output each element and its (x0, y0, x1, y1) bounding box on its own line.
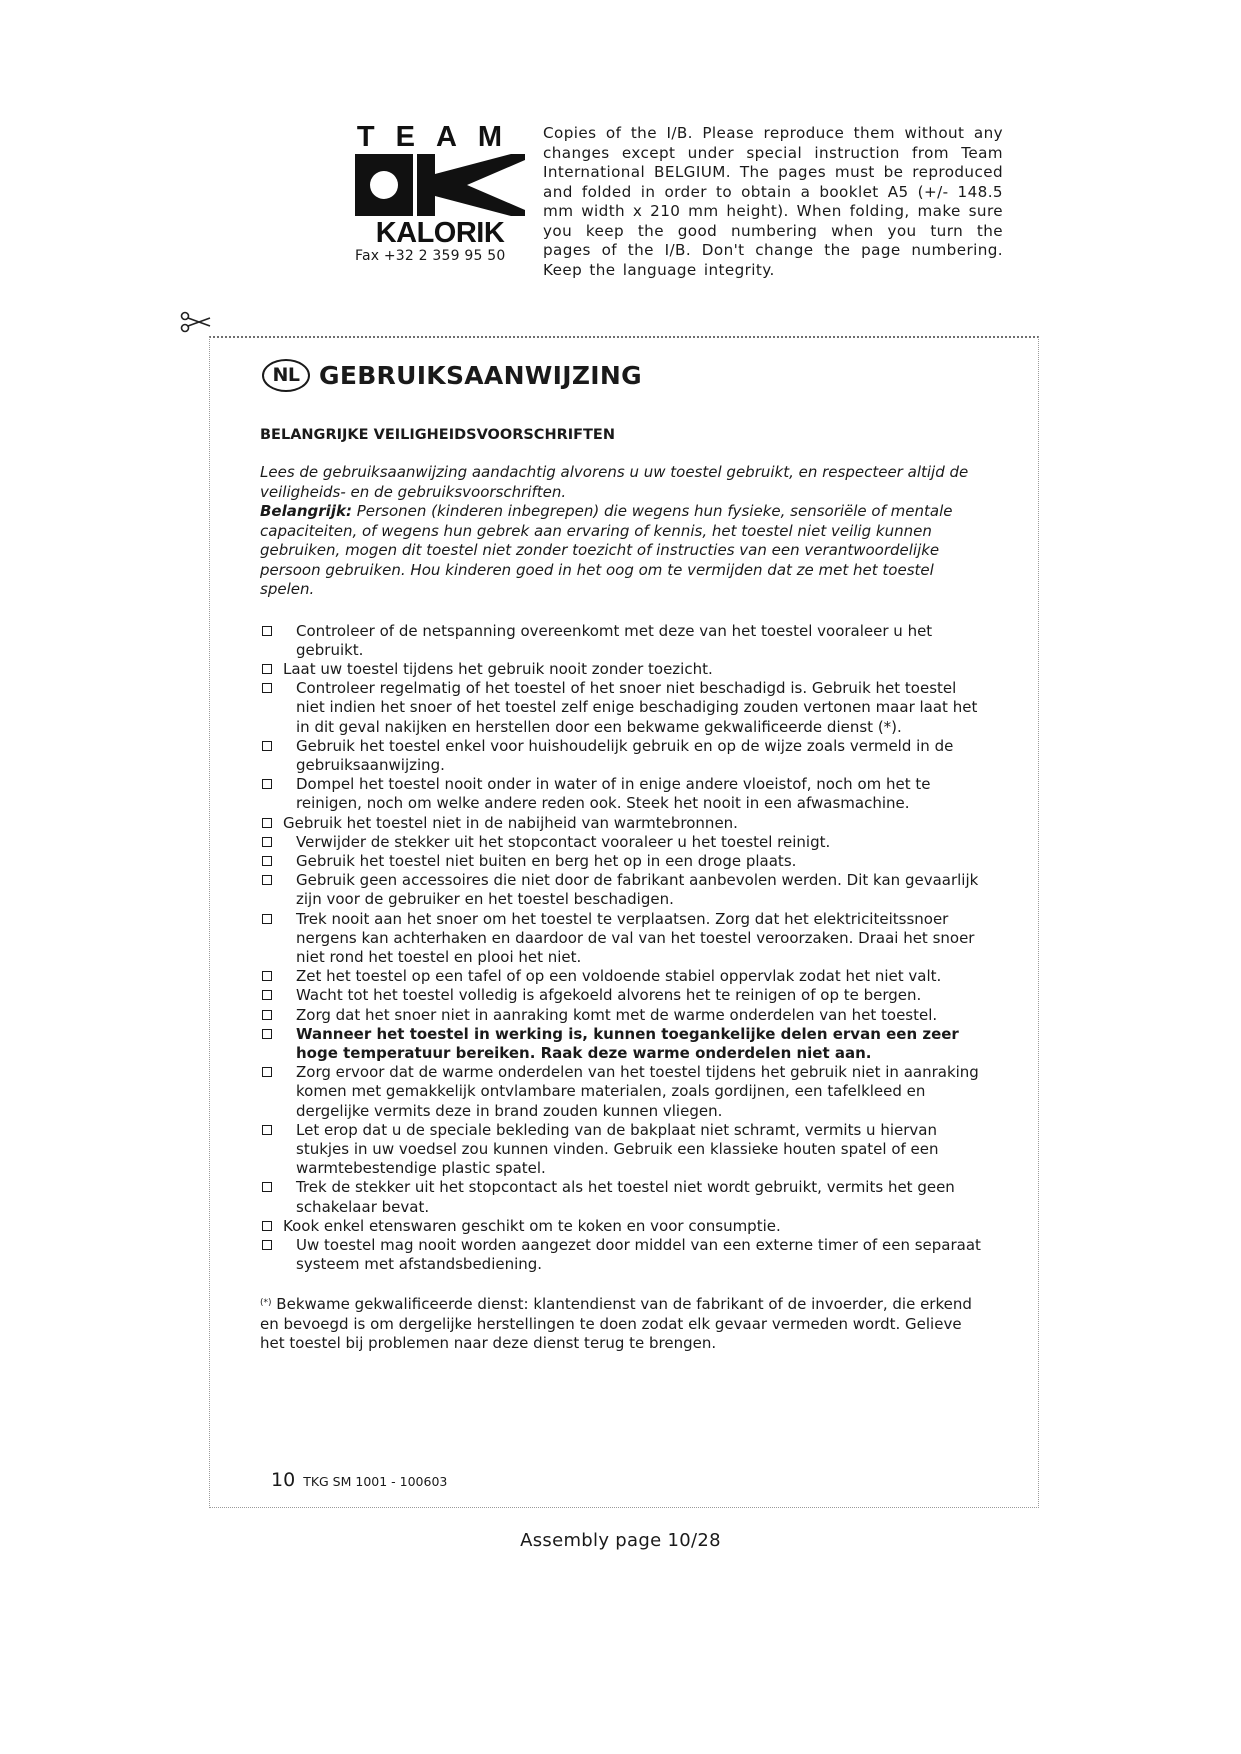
instruction-text: Gebruik het toestel niet buiten en berg het op in een droge plaats. (296, 851, 797, 870)
instruction-text: Wanneer het toestel in werking is, kunnen toegankelijke delen ervan een zeer hoge temperatuur bereiken. Raak deze warme onderdelen niet aan. (296, 1024, 959, 1062)
instruction-item (260, 1006, 988, 1025)
checkbox-icon (262, 683, 272, 693)
instruction-text: Gebruik geen accessoires die niet door de fabrikant aanbevolen werden. Dit kan gevaarlijk zijn voor de gebruiker en het toestel beschadigen. (296, 871, 979, 909)
checkbox-icon (262, 875, 272, 885)
instruction-text: Gebruik het toestel niet in de nabijheid van warmtebronnen. (283, 813, 738, 832)
manual-title-text: GEBRUIKSAANWIJZING (319, 360, 642, 390)
checkbox-icon (262, 971, 272, 981)
scissors-icon (180, 311, 214, 333)
instruction-text: Kook enkel etenswaren geschikt om te koken en voor consumptie. (283, 1216, 781, 1235)
checkbox-icon (262, 1182, 272, 1192)
instruction-item (260, 1236, 988, 1274)
logo-brand: KALORIK (375, 217, 505, 244)
important-text: Personen (kinderen inbegrepen) die wegens hun fysieke, sensoriële of mentale capaciteiten, of wegens hun gebrek aan ervaring of kennis, het toestel niet veilig kunnen gebruiken, mogen dit toestel niet zonder toezicht of instructies van een verantwoordelijke persoon gebruiken. Hou kinderen goed in het oog om te vermijden dat ze met het toestel spelen. (260, 502, 953, 598)
team-kalorik-logo (355, 122, 525, 267)
page-number: 10 (271, 1469, 296, 1491)
instruction-item (260, 1025, 988, 1063)
checkbox-icon (262, 779, 272, 789)
checkbox-icon (262, 664, 272, 674)
instruction-item (260, 1217, 988, 1236)
instruction-item (260, 910, 988, 968)
instruction-text: Zet het toestel op een tafel of op een voldoende stabiel oppervlak zodat het niet valt. (296, 967, 942, 986)
page-footer (271, 1469, 447, 1491)
instruction-item (260, 1063, 988, 1121)
instruction-item (260, 986, 988, 1005)
important-label: Belangrijk: (260, 502, 352, 520)
instruction-text: Dompel het toestel nooit onder in water of in enige andere vloeistof, noch om het te reinigen, noch om welke andere reden ook. Steek het nooit in een afwasmachine. (296, 775, 931, 813)
checkbox-icon (262, 741, 272, 751)
checkbox-icon (262, 1029, 272, 1039)
instruction-text: Controleer regelmatig of het toestel of het snoer niet beschadigd is. Gebruik het toestel niet indien het snoer of het toestel zelf enige beschadiging zouden vertonen maar laat het in dit geval nakijken en herstellen door een bekwame gekwalificeerde dienst (*). (296, 679, 978, 736)
instruction-item (260, 775, 988, 813)
checkbox-icon (262, 1221, 272, 1231)
assembly-page-label: Assembly page 10/28 (520, 1530, 721, 1551)
document-header (355, 122, 1005, 282)
checkbox-icon (262, 1240, 272, 1250)
instruction-text: Controleer of de netspanning overeenkomt met deze van het toestel vooraleer u het gebruikt. (296, 621, 933, 659)
instruction-text: Wacht tot het toestel volledig is afgekoeld alvorens het te reinigen of op te bergen. (296, 986, 922, 1005)
instruction-item (260, 679, 988, 737)
checkbox-icon (262, 914, 272, 924)
instruction-text: Zorg ervoor dat de warme onderdelen van het toestel tijdens het gebruik niet in aanraking komen met gemakkelijk ontvlambare materialen, zoals gordijnen, een tafelkleed en dergelijke vermits deze in brand zouden kunnen vliegen. (296, 1063, 979, 1120)
footnote (260, 1294, 988, 1354)
manual-content (260, 427, 988, 1354)
instruction-item (260, 737, 988, 775)
important-paragraph (260, 502, 988, 600)
fax-number: Fax +32 2 359 95 50 (355, 248, 506, 264)
instruction-text: Gebruik het toestel enkel voor huishoudelijk gebruik en op de wijze zoals vermeld in de gebruiksaanwijzing. (296, 736, 954, 774)
instruction-item (260, 852, 988, 871)
language-badge: NL (262, 359, 310, 392)
section-heading: BELANGRIJKE VEILIGHEIDSVOORSCHRIFTEN (260, 427, 615, 443)
instruction-item (260, 833, 988, 852)
instruction-text: Let erop dat u de speciale bekleding van de bakplaat niet schramt, vermits u hiervan stukjes in uw voedsel zou kunnen vinden. Gebruik een klassieke houten spatel of een warmtebestendige plastic spatel. (296, 1120, 939, 1178)
checkbox-icon (262, 818, 272, 828)
checkbox-icon (262, 1125, 272, 1135)
checkbox-icon (262, 837, 272, 847)
reproduction-notice: Copies of the I/B. Please reproduce them without any changes except under special instruction from Team International BELGIUM. The pages must be reproduced and folded in order to obtain a booklet A5 (+/- 148.5 mm width x 210 mm height). When folding, make sure you keep the good numbering when you turn the pages of the I/B. Don't change the page numbering. Keep the language integrity. (543, 124, 1003, 279)
instruction-text: Trek nooit aan het snoer om het toestel te verplaatsen. Zorg dat het elektriciteitssnoer nergens kan achterhaken en daardoor de val van het toestel veroorzaken. Draai het snoer niet rond het toestel en plooi het niet. (296, 909, 975, 966)
safety-instruction-list (260, 622, 988, 1275)
model-code: TKG SM 1001 - 100603 (303, 1474, 448, 1489)
instruction-item (260, 1178, 988, 1216)
instruction-item (260, 1121, 988, 1179)
instruction-item (260, 660, 988, 679)
instruction-text: Zorg dat het snoer niet in aanraking komt met de warme onderdelen van het toestel. (296, 1005, 938, 1024)
checkbox-icon (262, 1067, 272, 1077)
instruction-text: Verwijder de stekker uit het stopcontact vooraleer u het toestel reinigt. (296, 832, 831, 851)
manual-title (262, 354, 642, 396)
instruction-item (260, 622, 988, 660)
instruction-item (260, 814, 988, 833)
instruction-item (260, 967, 988, 986)
checkbox-icon (262, 990, 272, 1000)
intro-paragraph: Lees de gebruiksaanwijzing aandachtig alvorens u uw toestel gebruikt, en respecteer altijd de veiligheids- en de gebruiksvoorschriften. (260, 463, 969, 501)
checkbox-icon (262, 1010, 272, 1020)
logo-top-text: TEAM (356, 122, 524, 153)
footnote-mark: (*) (260, 1298, 272, 1309)
instruction-text: Trek de stekker uit het stopcontact als het toestel niet wordt gebruikt, vermits het geen schakelaar bevat. (296, 1178, 955, 1216)
instruction-text: Uw toestel mag nooit worden aangezet door middel van een externe timer of een separaat systeem met afstandsbediening. (296, 1236, 981, 1274)
footnote-text: Bekwame gekwalificeerde dienst: klantendienst van de fabrikant of de invoerder, die erkend en bevoegd is om dergelijke herstellingen te doen zodat elk gevaar vermeden wordt. Gelieve het toestel bij problemen naar deze dienst terug te brengen. (260, 1295, 972, 1353)
checkbox-icon (262, 856, 272, 866)
checkbox-icon (262, 626, 272, 636)
instruction-item (260, 871, 988, 909)
instruction-text: Laat uw toestel tijdens het gebruik nooit zonder toezicht. (283, 659, 713, 678)
